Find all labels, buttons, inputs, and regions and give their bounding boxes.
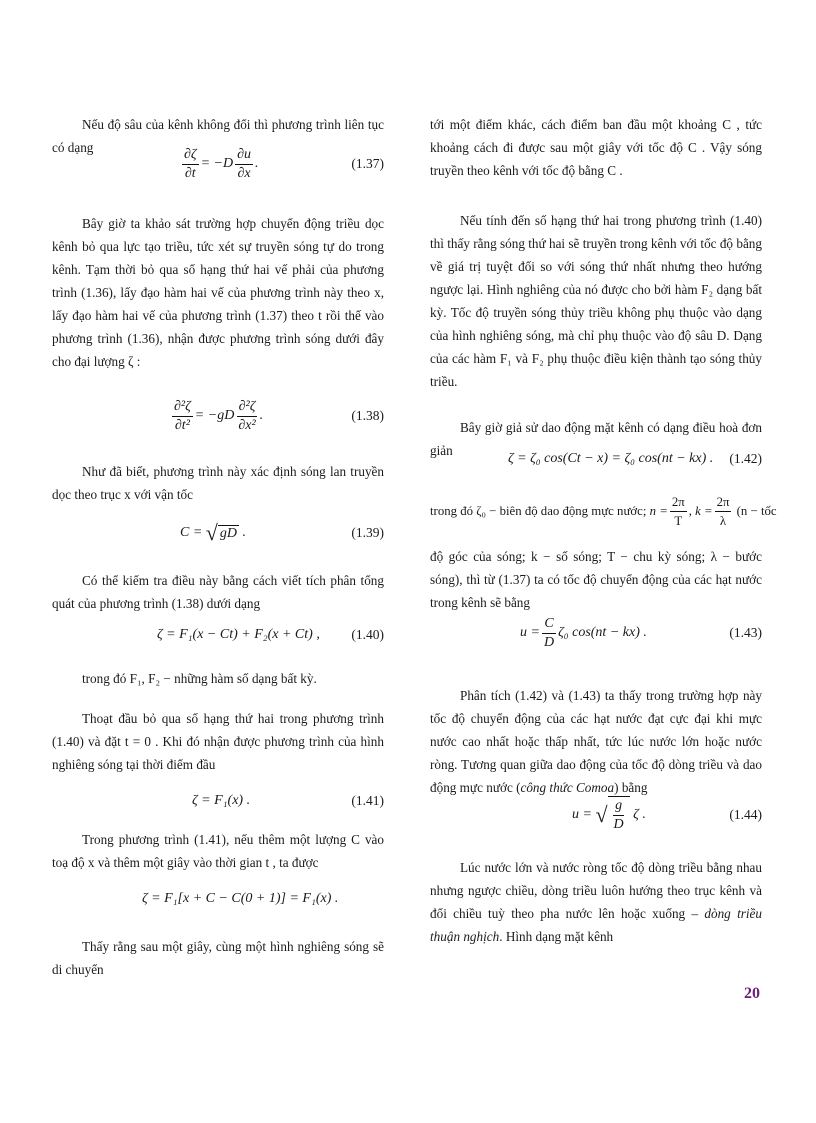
paragraph: Bây giờ ta khảo sát trường hợp chuyển động triều dọc kênh bỏ qua lực tạo triều, tức xét sự truyền sóng tự do trong kênh. Tạm thời bỏ qua số hạng thứ hai vế phải của phương trình (1.36), lấy đạo hàm hai vế của phương trình này theo x, lấy đạo hàm hai vế của phương trình (1.37) theo t rồi thế vào phương trình (1.36), nhận được phương trình sóng dưới đây cho đại lượng ζ : [52, 216, 384, 369]
paragraph: Nếu độ sâu của kênh không đổi thì phương trình liên tục có dạng [52, 117, 384, 155]
paragraph-inline-fractions: trong đó ζ₀ − biên độ dao động mực nước; n = $\frac{2\pi}{T}$ , k = $\frac{2\pi}{\lambda}$ (n − tốc [430, 494, 777, 528]
page-number: 20 [744, 985, 760, 1002]
equation-number: (1.44) [729, 807, 762, 822]
paragraph: Bây giờ giả sử dao động mặt kênh có dạng điều hoà đơn giản [430, 420, 762, 458]
equation-1-43: u = $\frac{C}{D}$ ζ₀ cos(nt − kx) . (1.43) [430, 610, 762, 656]
equation-unnumbered: ζ = F₁[x + C − C(0 + 1)] = F₁(x) . [142, 891, 339, 906]
paragraph: Thoạt đầu bỏ qua số hạng thứ hai trong phương trình (1.40) và đặt t = 0 . Khi đó nhận được phương trình của hình nghiêng sóng tại thời điểm đầu [52, 711, 384, 772]
paragraph: Phân tích (1.42) và (1.43) ta thấy trong trường hợp này tốc độ chuyển động của các hạt nước đạt cực đại khi mực nước cao nhất hoặc thấp nhất, tức lúc nước lớn hoặc nước ròng. Tương quan giữa dao động của tốc độ dòng triều và dao động mực nước (công thức Comoa) bằng [430, 688, 762, 795]
paragraph: Như đã biết, phương trình này xác định sóng lan truyền dọc theo trục x với vận tốc [52, 464, 384, 502]
equation-number: (1.42) [729, 451, 762, 466]
left-column [52, 0, 384, 1000]
paragraph: Có thể kiểm tra điều này bằng cách viết tích phân tổng quát của phương trình (1.38) dưới dạng [52, 573, 384, 611]
paragraph: Nếu tính đến số hạng thứ hai trong phương trình (1.40) thì thấy rằng sóng thứ hai sẽ truyền trong kênh với tốc độ bằng về giá trị tuyệt đối so với sóng thứ nhất nhưng theo hướng ngược lại. Hình nghiêng của nó được cho bởi hàm F₂ dạng bất kỳ. Tốc độ truyền sóng thủy triều không phụ thuộc vào dạng của hình nghiêng sóng, mà chỉ phụ thuộc vào độ sâu D. Dạng của các hàm F₁ và F₂ phụ thuộc điều kiện thành tạo sóng thủy triều. [430, 213, 762, 389]
paragraph: độ góc của sóng; k − số sóng; T − chu kỳ sóng; λ − bước sóng), thì từ (1.37) ta có tốc độ chuyển động của các hạt nước trong kênh sẽ bằng [430, 549, 762, 610]
equation-1-38: $\frac{\text{∂²ζ}}{\text{∂t²}}$ = −gD $\frac{\text{∂²ζ}}{\text{∂x²}}$ . (1.38) [52, 393, 384, 439]
equation-number: (1.43) [729, 625, 762, 640]
equation-number: (1.40) [351, 627, 384, 642]
paragraph: Lúc nước lớn và nước ròng tốc độ dòng triều bằng nhau nhưng ngược chiều, dòng triều luôn hướng theo trục kênh và đổi chiều tuỳ theo pha nước lên hoặc xuống – dòng triều thuận nghịch. Hình dạng mặt kênh [430, 860, 762, 944]
equation-1-44: u = √ $\frac{g}{D}$ ζ . (1.44) [430, 792, 762, 838]
equation-number: (1.38) [351, 408, 384, 423]
equation-1-39: C = √ gD . (1.39) [52, 510, 384, 556]
paragraph: Thấy rằng sau một giây, cùng một hình nghiêng sóng sẽ di chuyển [52, 939, 384, 977]
equation-number: (1.39) [351, 525, 384, 540]
equation-1-42: ζ = ζ₀ cos(Ct − x) = ζ₀ cos(nt − kx) . (1.42) [430, 436, 762, 482]
paragraph: Trong phương trình (1.41), nếu thêm một lượng C vào toạ độ x và thêm một giây vào thời gian t , ta được [52, 832, 384, 870]
right-column [430, 0, 777, 1000]
paragraph: trong đó F₁, F₂ − những hàm số dạng bất kỳ. [82, 671, 317, 686]
paragraph: tới một điểm khác, cách điểm ban đầu một khoảng C , tức khoảng cách đi được sau một giây với tốc độ C . Vậy sóng truyền theo kênh với tốc độ bằng C . [430, 117, 762, 178]
equation-1-37: $\frac{\partial\zeta}{\partial t}$ = −D $\frac{\partial u}{\partial x}$ . (1.37) [52, 141, 384, 187]
equation-number: (1.37) [351, 156, 384, 171]
equation-1-40: ζ = F₁(x − Ct) + F₂(x + Ct) , (1.40) [52, 612, 384, 658]
equation-1-41: ζ = F₁(x) . (1.41) [52, 778, 384, 824]
equation-number: (1.41) [351, 793, 384, 808]
